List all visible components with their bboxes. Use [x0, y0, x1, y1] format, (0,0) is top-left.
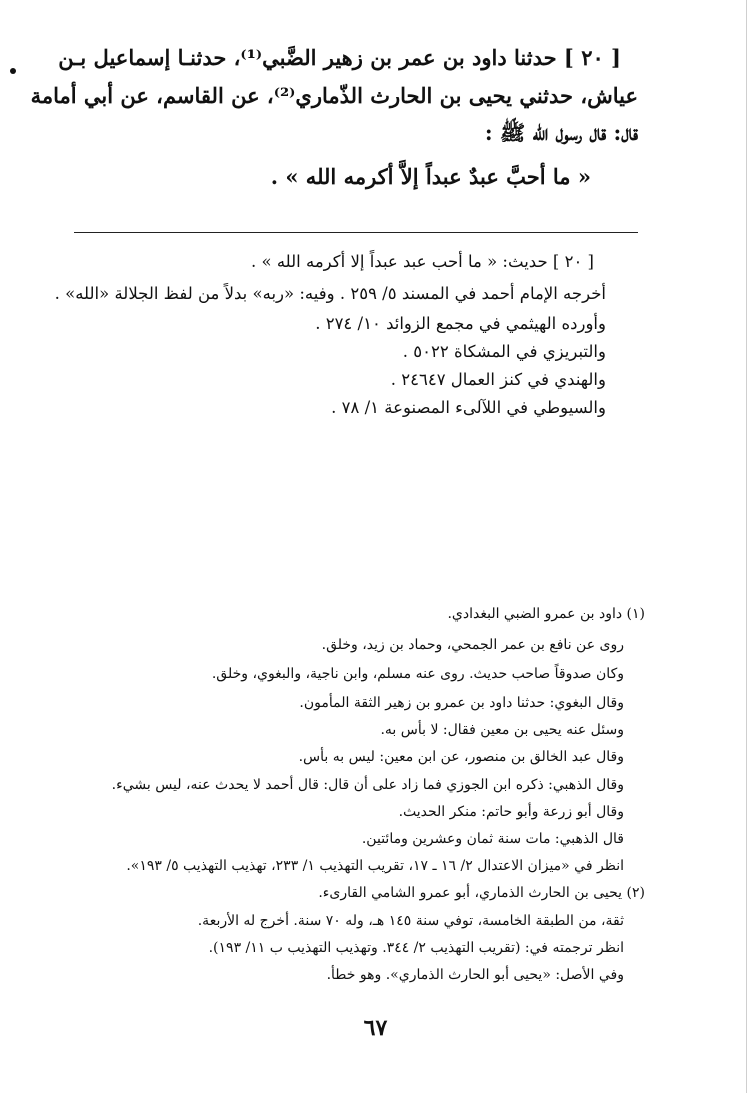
margin-dot	[10, 68, 16, 74]
page-edge	[746, 0, 747, 1093]
takhrij-line: [ ٢٠ ] حديث: « ما أحب عبد عبداً إلا أكرمه الله » .	[251, 252, 594, 271]
footnote-line: وقال أبو زرعة وأبو حاتم: منكر الحديث.	[398, 804, 624, 820]
footnote-line: وفي الأصل: «يحيى أبو الحارث الذماري». وهو خطأ.	[326, 967, 624, 983]
footnote-line: انظر ترجمته في: (تقريب التهذيب ٢/ ٣٤٤. وتهذيب التهذيب ب ١١/ ١٩٣).	[208, 940, 624, 956]
page-number: ٦٧	[363, 1015, 388, 1041]
footnote-line: وقال الذهبي: ذكره ابن الجوزي فما زاد على أن قال: قال أحمد لا يحدث عنه، ليس بشيء.	[111, 777, 624, 793]
takhrij-line: والسيوطي في اللآلىء المصنوعة ١/ ٧٨ .	[331, 398, 606, 417]
footnote-line: وكان صدوقاً صاحب حديث. روى عنه مسلم، وابن ناجية، والبغوي، وخلق.	[211, 666, 624, 682]
separator-rule	[74, 232, 638, 233]
takhrij-line: وأورده الهيثمي في مجمع الزوائد ١٠/ ٢٧٤ .	[315, 314, 606, 333]
footnote-line: روى عن نافع بن عمر الجمحي، وحماد بن زيد، وخلق.	[321, 637, 624, 653]
footnote-line: (٢) يحيى بن الحارث الذماري، أبو عمرو الشامي القارىء.	[318, 885, 645, 901]
hadith-line: [ ٢٠ ] حدثنا داود بن عمر بن زهير الضَّبي⁽¹⁾، حدثنـا إسماعيل بـن	[58, 45, 621, 70]
footnote-line: وقال عبد الخالق بن منصور، عن ابن معين: ليس به بأس.	[298, 749, 624, 765]
takhrij-line: والهندي في كنز العمال ٢٤٦٤٧ .	[390, 370, 606, 389]
footnote-line: وقال البغوي: حدثنا داود بن عمرو بن زهير الثقة المأمون.	[299, 695, 624, 711]
hadith-line: « ما أحبَّ عبدٌ عبداً إلاَّ أكرمه الله » .	[270, 164, 591, 189]
footnote-line: (١) داود بن عمرو الضبي البغدادي.	[447, 606, 645, 622]
hadith-line: قال: قال رسول الله ﷺ :	[484, 120, 638, 145]
takhrij-line: والتبريزي في المشكاة ٥٠٢٢ .	[402, 342, 606, 361]
footnote-line: ثقة، من الطبقة الخامسة، توفي سنة ١٤٥ هـ، وله ٧٠ سنة. أخرج له الأربعة.	[197, 913, 624, 929]
hadith-line: عياش، حدثني يحيى بن الحارث الذّماري⁽²⁾، عن القاسم، عن أبي أمامة	[30, 83, 638, 108]
footnote-line: انظر في «ميزان الاعتدال ٢/ ١٦ ـ ١٧، تقريب التهذيب ١/ ٢٣٣، تهذيب التهذيب ٥/ ١٩٣».	[126, 858, 624, 874]
footnote-line: وسئل عنه يحيى بن معين فقال: لا بأس به.	[380, 722, 624, 738]
takhrij-line: أخرجه الإمام أحمد في المسند ٥/ ٢٥٩ . وفيه: «ربه» بدلاً من لفظ الجلالة «الله» .	[54, 284, 606, 303]
footnote-line: قال الذهبي: مات سنة ثمان وعشرين ومائتين.	[361, 831, 624, 847]
